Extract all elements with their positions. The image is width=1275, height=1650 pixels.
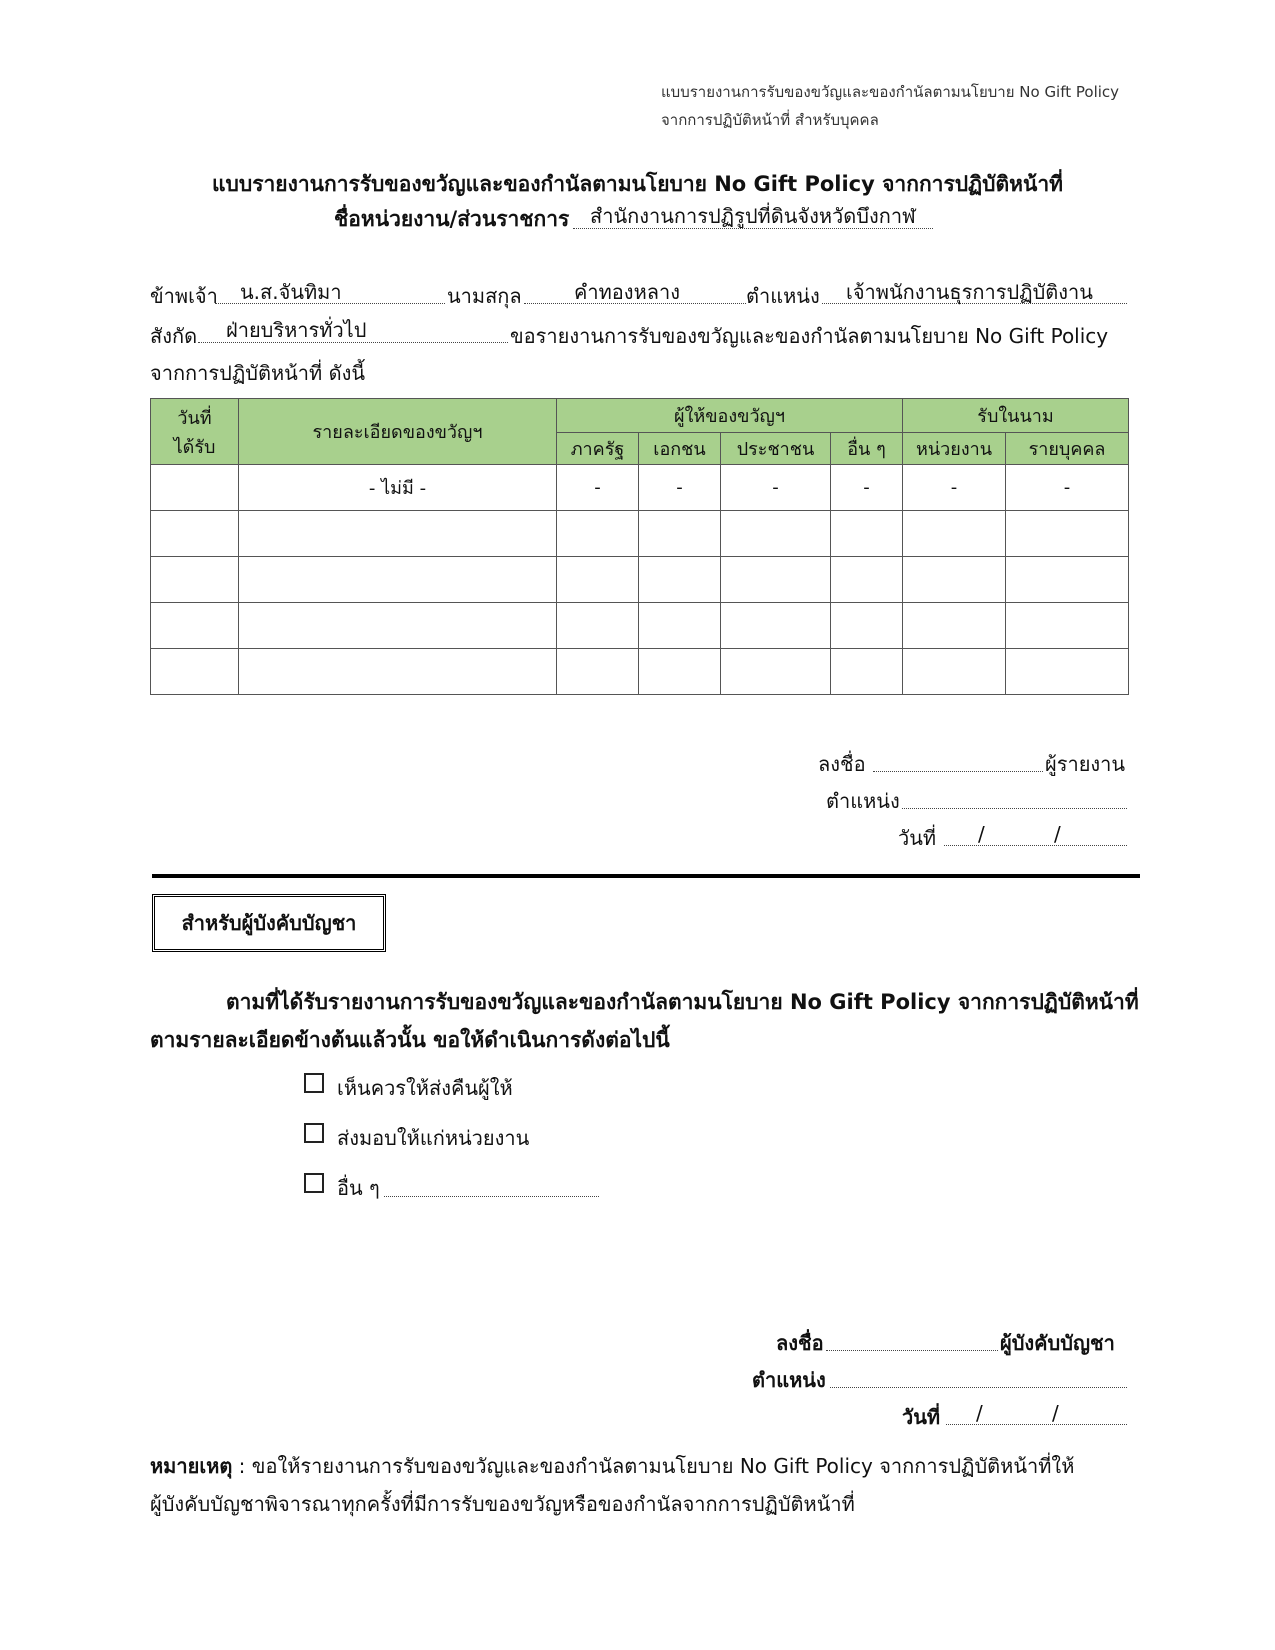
table-cell: - ไม่มี - bbox=[239, 465, 557, 511]
table-cell: - bbox=[557, 465, 639, 511]
table-cell: - bbox=[903, 465, 1006, 511]
option-return-checkbox[interactable] bbox=[304, 1073, 324, 1093]
table-cell bbox=[239, 603, 557, 649]
option-other-label: อื่น ๆ bbox=[337, 1176, 380, 1200]
option-deliver-label: ส่งมอบให้แก่หน่วยงาน bbox=[337, 1126, 530, 1150]
table-cell bbox=[903, 511, 1006, 557]
reporter-date-label: วันที่ bbox=[898, 826, 937, 850]
header-detail: รายละเอียดของขวัญฯ bbox=[239, 399, 557, 465]
header-date bbox=[151, 399, 239, 465]
table-cell bbox=[903, 557, 1006, 603]
header-sub-state: ภาครัฐ bbox=[557, 433, 639, 465]
reporter-sign-dotted-line bbox=[873, 771, 1043, 772]
commander-date-dotted-line bbox=[946, 1424, 1127, 1425]
header-date-l1: วันที่ bbox=[177, 407, 212, 429]
table-row bbox=[151, 603, 1129, 649]
reporter-date-sep2: / bbox=[1054, 822, 1061, 846]
table-cell bbox=[151, 603, 239, 649]
commander-sign-label: ลงชื่อ bbox=[776, 1331, 824, 1355]
table-cell bbox=[557, 603, 639, 649]
header-sub-other: อื่น ๆ bbox=[831, 433, 903, 465]
table-cell bbox=[721, 557, 831, 603]
header-note-line1: แบบรายงานการรับของขวัญและของกำนัลตามนโยบาย No Gift Policy bbox=[661, 83, 1120, 101]
table-cell bbox=[639, 649, 721, 695]
table-cell bbox=[151, 557, 239, 603]
commander-position-label: ตำแหน่ง bbox=[752, 1368, 826, 1392]
remark-text2: ผู้บังคับบัญชาพิจารณาทุกครั้งที่มีการรับของขวัญหรือของกำนัลจากการปฏิบัติหน้าที่ bbox=[150, 1492, 855, 1516]
commander-date-sep1: / bbox=[976, 1401, 983, 1425]
table-cell bbox=[639, 603, 721, 649]
table-cell bbox=[639, 557, 721, 603]
table-cell bbox=[1006, 649, 1129, 695]
name-label: ข้าพเจ้า bbox=[150, 284, 218, 308]
table-cell: - bbox=[639, 465, 721, 511]
reporter-position-dotted-line bbox=[902, 808, 1127, 809]
reporter-date-dotted-line bbox=[944, 845, 1127, 846]
agency-label: ชื่อหน่วยงาน/ส่วนราชการ bbox=[334, 207, 570, 231]
table-cell: - bbox=[721, 465, 831, 511]
report-text-2: จากการปฏิบัติหน้าที่ ดังนี้ bbox=[150, 361, 365, 385]
surname-value: คำทองหลาง bbox=[574, 280, 681, 304]
table-cell: - bbox=[831, 465, 903, 511]
affiliation-label: สังกัด bbox=[150, 324, 198, 348]
table-cell bbox=[1006, 511, 1129, 557]
table-cell bbox=[239, 649, 557, 695]
option-deliver-checkbox[interactable] bbox=[304, 1123, 324, 1143]
table-cell bbox=[1006, 557, 1129, 603]
table-cell bbox=[239, 511, 557, 557]
form-title: แบบรายงานการรับของขวัญและของกำนัลตามนโยบาย No Gift Policy จากการปฏิบัติหน้าที่ bbox=[212, 172, 1063, 196]
commander-sign-dotted-line bbox=[826, 1350, 998, 1351]
commander-position-dotted-line bbox=[830, 1387, 1127, 1388]
table-cell bbox=[151, 511, 239, 557]
report-text: ขอรายงานการรับของขวัญและของกำนัลตามนโยบาย No Gift Policy bbox=[510, 324, 1109, 348]
header-sub-private: เอกชน bbox=[639, 433, 721, 465]
table-cell bbox=[557, 557, 639, 603]
commander-box-title: สำหรับผู้บังคับบัญชา bbox=[152, 894, 386, 952]
reporter-sign-suffix: ผู้รายงาน bbox=[1045, 752, 1126, 776]
option-other-checkbox[interactable] bbox=[304, 1173, 324, 1193]
surname-label: นามสกุล bbox=[447, 284, 522, 308]
header-receive: รับในนาม bbox=[903, 399, 1129, 433]
position-label: ตำแหน่ง bbox=[746, 284, 820, 308]
table-row bbox=[151, 557, 1129, 603]
table-cell bbox=[721, 649, 831, 695]
reporter-position-label: ตำแหน่ง bbox=[826, 789, 900, 813]
table-row bbox=[151, 649, 1129, 695]
option-other-dotted-line bbox=[384, 1196, 599, 1197]
header-sub-unit: หน่วยงาน bbox=[903, 433, 1006, 465]
table-cell bbox=[639, 511, 721, 557]
header-date-l2: ได้รับ bbox=[173, 436, 216, 458]
commander-date-label: วันที่ bbox=[902, 1405, 941, 1429]
table-cell bbox=[151, 649, 239, 695]
table-cell bbox=[239, 557, 557, 603]
commander-paragraph-line1: ตามที่ได้รับรายงานการรับของขวัญและของกำนัลตามนโยบาย No Gift Policy จากการปฏิบัติหน้าที่ bbox=[226, 990, 1139, 1014]
remark-label: หมายเหตุ bbox=[150, 1454, 233, 1478]
table-cell bbox=[557, 649, 639, 695]
agency-value: สำนักงานการปฏิรูปที่ดินจังหวัดบึงกาฬ bbox=[590, 204, 916, 228]
table-cell bbox=[903, 649, 1006, 695]
section-divider bbox=[152, 874, 1140, 878]
table-row bbox=[151, 511, 1129, 557]
table-cell bbox=[721, 511, 831, 557]
reporter-sign-label: ลงชื่อ bbox=[818, 752, 866, 776]
table-cell bbox=[557, 511, 639, 557]
table-cell bbox=[831, 649, 903, 695]
remark-line1 bbox=[150, 1450, 1074, 1482]
option-return-label: เห็นควรให้ส่งคืนผู้ให้ bbox=[337, 1076, 513, 1100]
table-cell bbox=[831, 557, 903, 603]
table-cell bbox=[151, 465, 239, 511]
table-cell bbox=[1006, 603, 1129, 649]
gift-table bbox=[150, 398, 1129, 695]
table-cell bbox=[831, 603, 903, 649]
reporter-date-sep1: / bbox=[978, 822, 985, 846]
affiliation-value: ฝ่ายบริหารทั่วไป bbox=[226, 318, 367, 342]
name-value: น.ส.จันทิมา bbox=[240, 280, 342, 304]
header-sub-person: รายบุคคล bbox=[1006, 433, 1129, 465]
table-cell bbox=[721, 603, 831, 649]
commander-paragraph-line2: ตามรายละเอียดข้างต้นแล้วนั้น ขอให้ดำเนินการดังต่อไปนี้ bbox=[150, 1028, 670, 1052]
header-note-line2: จากการปฏิบัติหน้าที่ สำหรับบุคคล bbox=[661, 111, 879, 129]
table-cell: - bbox=[1006, 465, 1129, 511]
commander-date-sep2: / bbox=[1052, 1401, 1059, 1425]
header-sub-public: ประชาชน bbox=[721, 433, 831, 465]
table-cell bbox=[903, 603, 1006, 649]
remark-text1: : ขอให้รายงานการรับของขวัญและของกำนัลตามนโยบาย No Gift Policy จากการปฏิบัติหน้าที่ให้ bbox=[232, 1454, 1075, 1478]
header-giver: ผู้ให้ของขวัญฯ bbox=[557, 399, 903, 433]
table-cell bbox=[831, 511, 903, 557]
commander-sign-suffix: ผู้บังคับบัญชา bbox=[1000, 1331, 1115, 1355]
table-row bbox=[151, 465, 1129, 511]
position-value: เจ้าพนักงานธุรการปฏิบัติงาน bbox=[846, 280, 1093, 304]
